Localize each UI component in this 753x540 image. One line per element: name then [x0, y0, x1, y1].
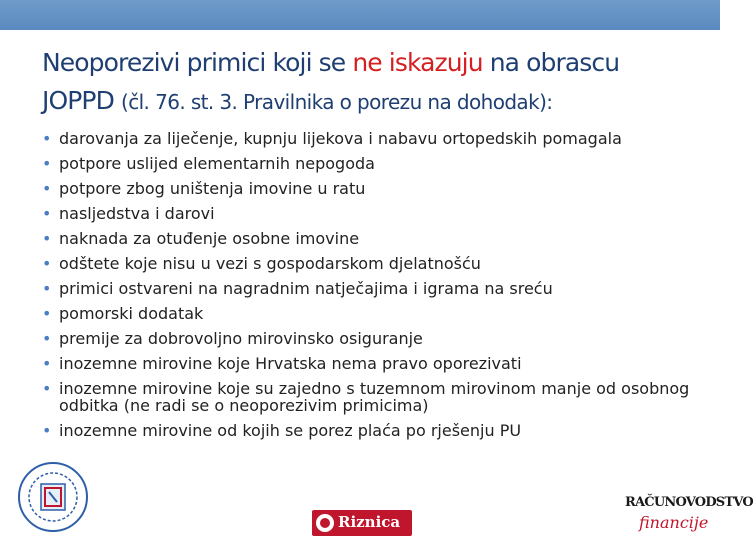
bullet-item: • premije za dobrovoljno mirovinsko osiguranje [42, 330, 707, 347]
title-part-2: na obrascu [482, 48, 620, 77]
bullet-item: • odštete koje nisu u vezi s gospodarskom djelatnošću [42, 255, 707, 272]
riznica-logo-text: Riznica [338, 513, 401, 531]
riznica-emblem-icon [316, 514, 334, 532]
racunovodstvo-logo-line-2: financije [639, 513, 709, 532]
bullet-item: • inozemne mirovine koje su zajedno s tuzemnom mirovinom manje od osobnog odbitka (ne radi se o neoporezivim primicima) [42, 380, 707, 414]
bullet-item: • naknada za otuđenje osobne imovine [42, 230, 707, 247]
title-line-2-main: JOPPD [42, 86, 121, 115]
bullet-item: • primici ostvareni na nagradnim natječajima i igrama na sreću [42, 280, 707, 297]
bullet-item: • inozemne mirovine koje Hrvatska nema pravo oporezivati [42, 355, 707, 372]
title-line-2 [42, 82, 702, 121]
title-part-1: Neoporezivi primici koji se [42, 48, 353, 77]
bullet-item: • nasljedstva i darovi [42, 205, 707, 222]
bullet-item: • potpore zbog uništenja imovine u ratu [42, 180, 707, 197]
bullet-item: • darovanja za liječenje, kupnju lijekova i nabavu ortopedskih pomagala [42, 130, 707, 147]
top-banner [0, 0, 720, 30]
title-highlight: ne iskazuju [352, 48, 483, 77]
riznica-logo [312, 510, 412, 536]
bullet-item: • inozemne mirovine od kojih se porez plaća po rješenju PU [42, 422, 707, 439]
bullet-item: • potpore uslijed elementarnih nepogoda [42, 155, 707, 172]
title-line-1 [42, 44, 702, 82]
association-seal-logo [8, 460, 98, 534]
bullet-list [42, 130, 707, 447]
title-line-2-reference: (čl. 76. st. 3. Pravilnika o porezu na dohodak): [121, 90, 553, 114]
bullet-item: • pomorski dodatak [42, 305, 707, 322]
racunovodstvo-logo-line-1: RAČUNOVODSTVO [625, 495, 753, 510]
racunovodstvo-financije-logo [625, 495, 753, 537]
slide-title [42, 44, 702, 121]
